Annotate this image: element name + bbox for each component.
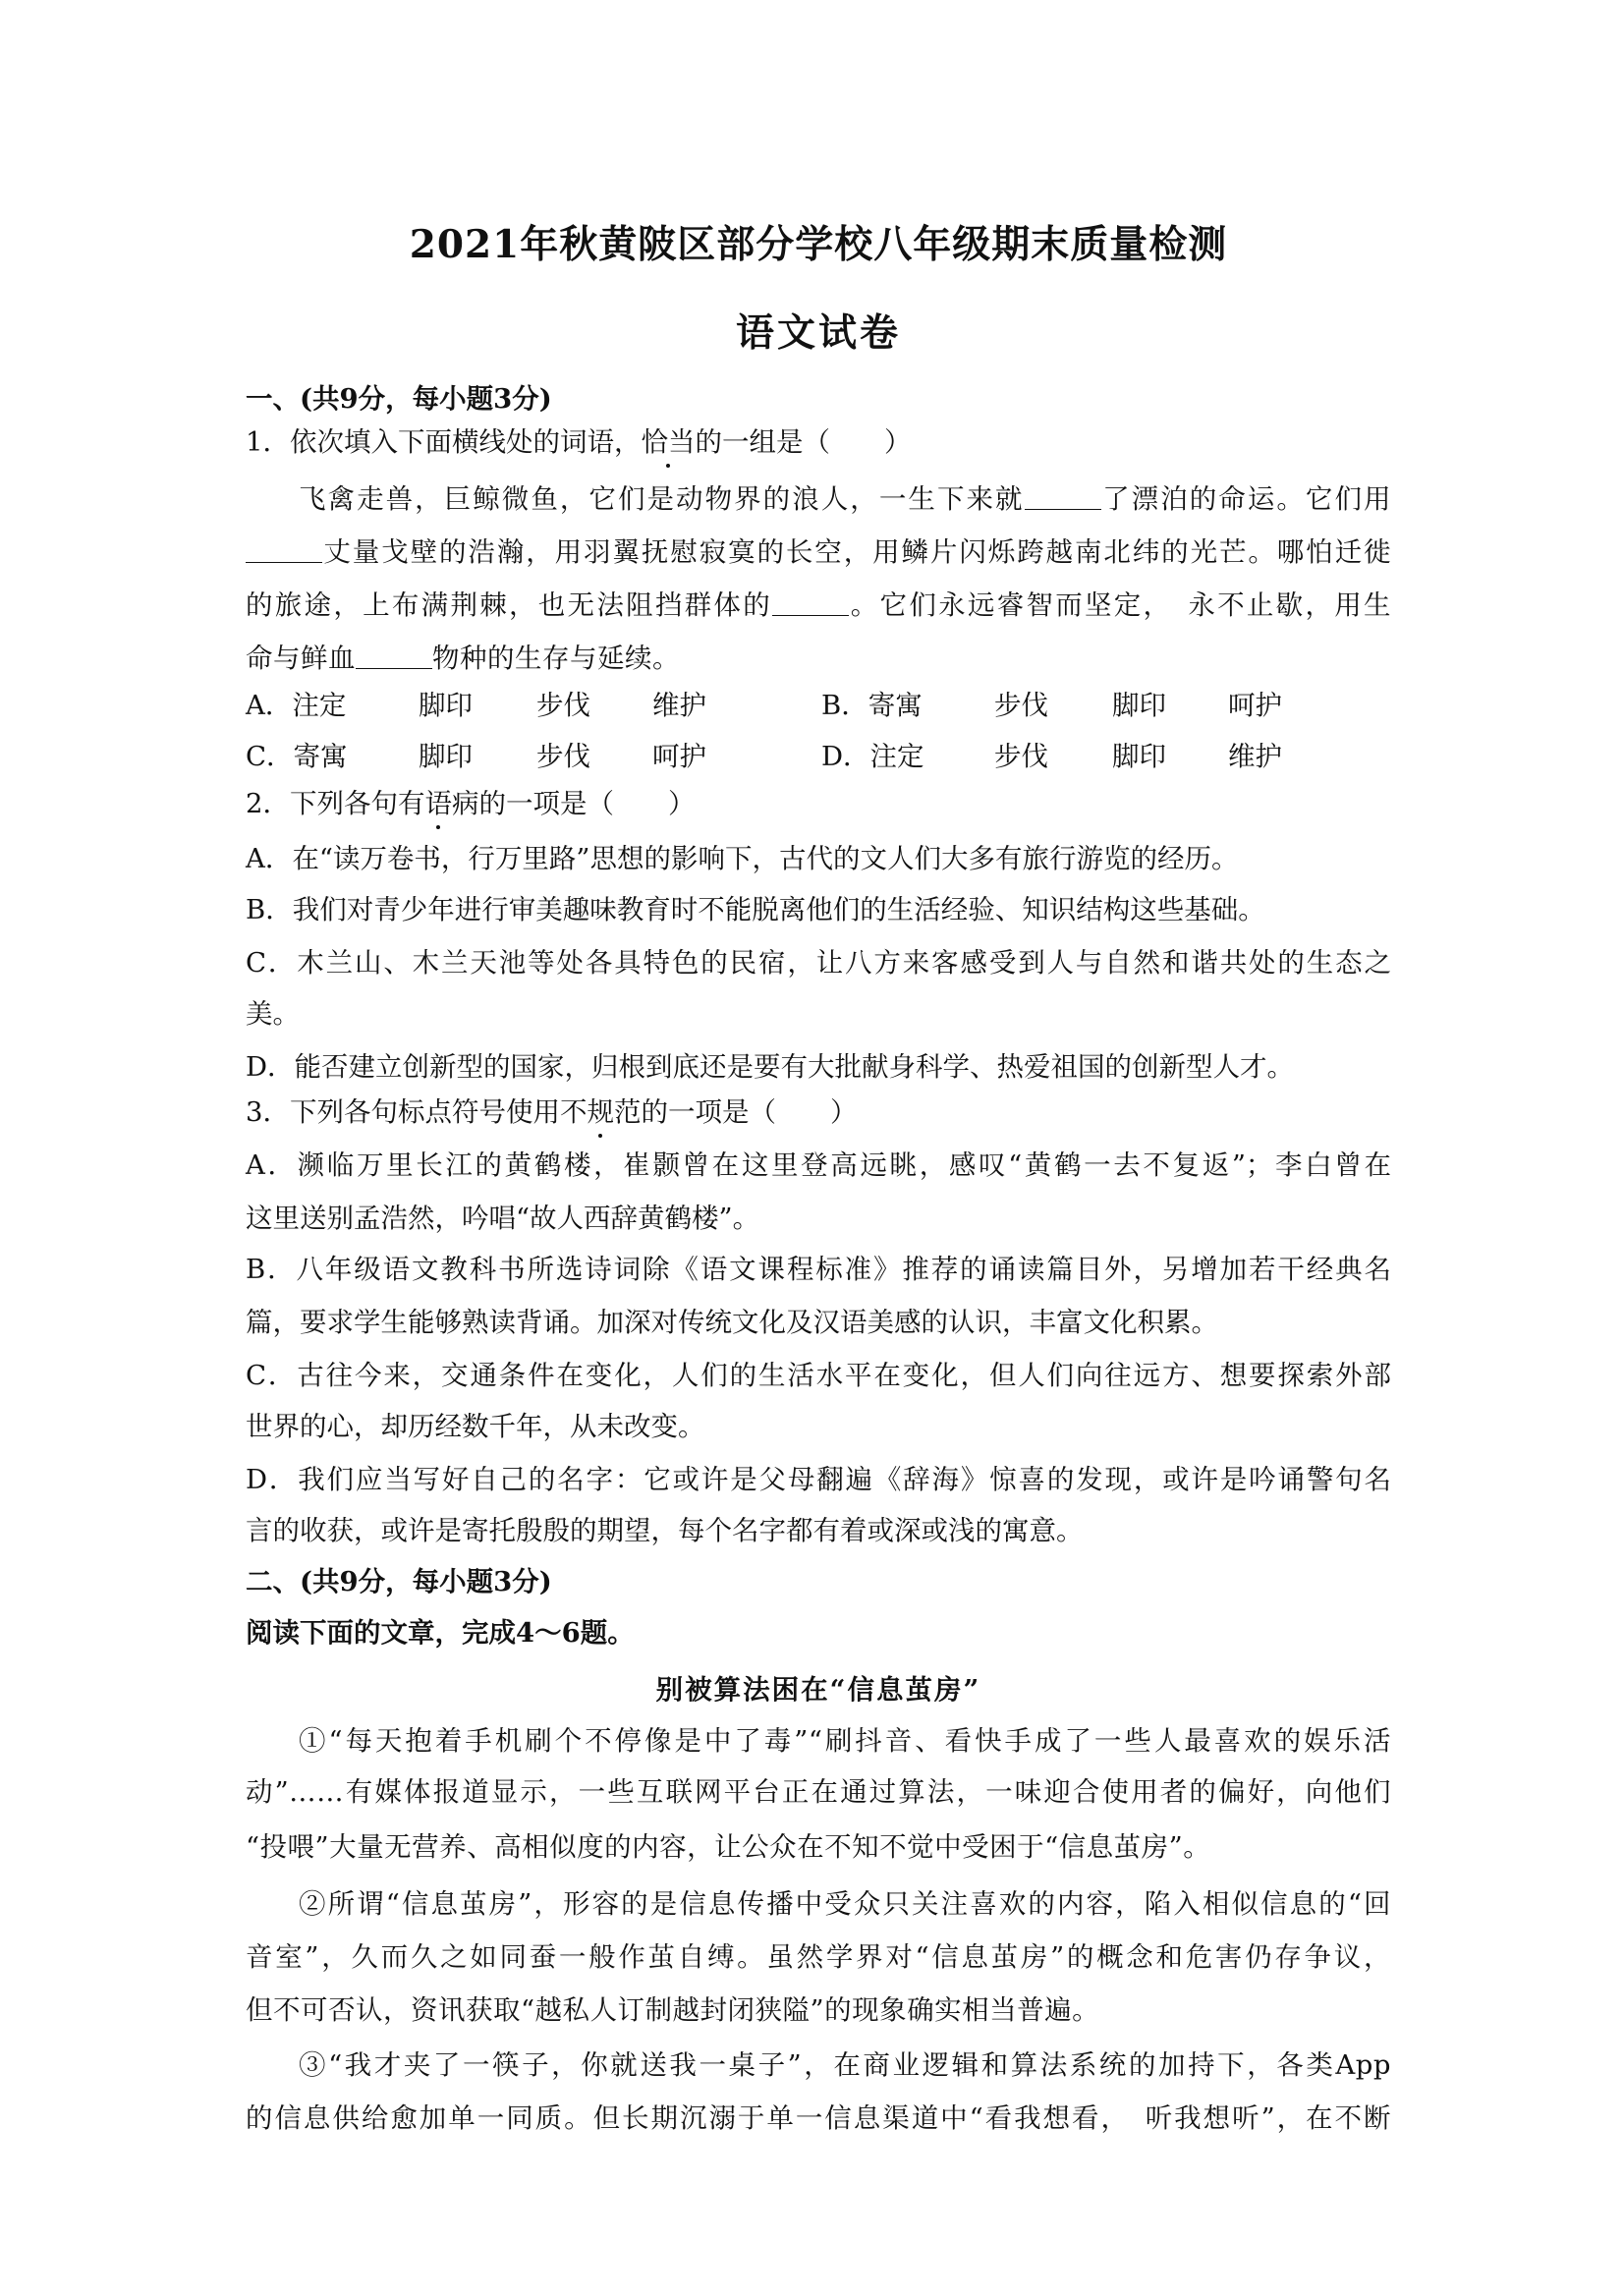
- q3-option-line: B．八年级语文教科书所选诗词除《语文课程标准》推荐的诵读篇目外，另增加若干经典名: [246, 1254, 1391, 1285]
- article-paragraph-line: 的信息供给愈加单一同质。但长期沉溺于单一信息渠道中“看我想看， 听我想听”，在不断: [246, 2102, 1391, 2134]
- article-paragraph-line: ①“每天抱着手机刷个不停像是中了毒”“刷抖音、看快手成了一些人最喜欢的娱乐活: [299, 1725, 1391, 1757]
- answer-blank: [1025, 479, 1101, 510]
- q1-options-row: C．寄寓 脚印 步伐 呵护 D．注定 步伐 脚印 维护: [246, 733, 1391, 780]
- q2-stem: 2．下列各句有语病的一项是（ ）: [246, 780, 1391, 827]
- q1-passage-line: 的旅途，上布满荆棘，也无法阻挡群体的 。它们永远睿智而坚定， 永不止歇，用生: [246, 582, 1391, 629]
- q3-stem: 3．下列各句标点符号使用不规范的一项是（ ）: [246, 1089, 1391, 1136]
- article-paragraph-line: ③“我才夹了一筷子，你就送我一桌子”，在商业逻辑和算法系统的加持下，各类App: [299, 2049, 1391, 2081]
- section1-heading: 一、(共9分，每小题3分): [246, 383, 552, 415]
- emphasis-dots: 不规范: [560, 1089, 642, 1136]
- q3-option-line: 这里送别孟浩然，吟唱“故人西辞黄鹤楼”。: [246, 1203, 760, 1234]
- q1-stem: 1．依次填入下面横线处的词语，恰当的一组是（ ）: [246, 419, 1391, 466]
- q2-option-line: A．在“读万卷书，行万里路”思想的影响下，古代的文人们大多有旅行游览的经历。: [246, 843, 1239, 874]
- option-b: B．寄寓: [821, 690, 923, 721]
- q1-passage-line: 命与鲜血 物种的生存与延续。: [246, 635, 1391, 682]
- q3-option-line: 篇，要求学生能够熟读背诵。加深对传统文化及汉语美感的认识，丰富文化积累。: [246, 1307, 1218, 1338]
- q2-option-line: B．我们对青少年进行审美趣味教育时不能脱离他们的生活经验、知识结构这些基础。: [246, 894, 1265, 925]
- option-c: C．寄寓: [246, 741, 348, 772]
- answer-blank: [246, 532, 322, 563]
- article-paragraph-line: 音室”，久而久之如同蚕一般作茧自缚。虽然学界对“信息茧房”的概念和危害仍存争议，: [246, 1941, 1391, 1973]
- emphasis-dots: 有语病: [398, 780, 479, 827]
- answer-blank: [772, 586, 849, 616]
- option-a: A．注定: [246, 690, 347, 721]
- q1-options-row: A．注定 脚印 步伐 维护 B．寄寓 步伐 脚印 呵护: [246, 682, 1391, 729]
- q1-passage-line: 飞禽走兽，巨鲸微鱼，它们是动物界的浪人，一生下来就 了漂泊的命运。它们用: [299, 476, 1391, 523]
- exam-subtitle: 语文试卷: [735, 310, 901, 356]
- q2-option-line: D．能否建立创新型的国家，归根到底还是要有大批献身科学、热爱祖国的创新型人才。: [246, 1051, 1295, 1083]
- section2-heading: 二、(共9分，每小题3分): [246, 1566, 552, 1597]
- q3-option-line: A．濒临万里长江的黄鹤楼，崔颢曾在这里登高远眺，感叹“黄鹤一去不复返”；李白曾在: [246, 1149, 1391, 1181]
- q3-option-line: D．我们应当写好自己的名字：它或许是父母翻遍《辞海》惊喜的发现，或许是吟诵警句名: [246, 1464, 1391, 1495]
- q2-option-line: 美。: [246, 998, 300, 1030]
- section2-instruction: 阅读下面的文章，完成4～6题。: [246, 1617, 635, 1649]
- q3-option-line: C．古往今来，交通条件在变化，人们的生活水平在变化，但人们向往远方、想要探索外部: [246, 1360, 1391, 1391]
- article-title: 别被算法困在“信息茧房”: [655, 1674, 981, 1706]
- article-paragraph-line: ②所谓“信息茧房”，形容的是信息传播中受众只关注喜欢的内容，陷入相似信息的“回: [299, 1888, 1391, 1920]
- article-paragraph-line: “投喂”大量无营养、高相似度的内容，让公众在不知不觉中受困于“信息茧房”。: [246, 1831, 1211, 1863]
- q2-option-line: C．木兰山、木兰天池等处各具特色的民宿，让八方来客感受到人与自然和谐共处的生态之: [246, 947, 1391, 979]
- exam-title: 2021年秋黄陂区部分学校八年级期末质量检测: [409, 222, 1228, 267]
- q1-passage-line: 丈量戈壁的浩瀚，用羽翼抚慰寂寞的长空，用鳞片闪烁跨越南北纬的光芒。哪怕迁徙: [246, 529, 1391, 576]
- q3-option-line: 世界的心，却历经数千年，从未改变。: [246, 1411, 705, 1442]
- article-paragraph-line: 但不可否认，资讯获取“越私人订制越封闭狭隘”的现象确实相当普遍。: [246, 1994, 1100, 2026]
- article-paragraph-line: 动”……有媒体报道显示，一些互联网平台正在通过算法，一味迎合使用者的偏好，向他们: [246, 1776, 1391, 1808]
- answer-blank: [356, 639, 432, 669]
- emphasis-dots: 恰当: [642, 419, 696, 466]
- q3-option-line: 言的收获，或许是寄托殷殷的期望，每个名字都有着或深或浅的寓意。: [246, 1515, 1084, 1546]
- option-d: D．注定: [821, 741, 924, 772]
